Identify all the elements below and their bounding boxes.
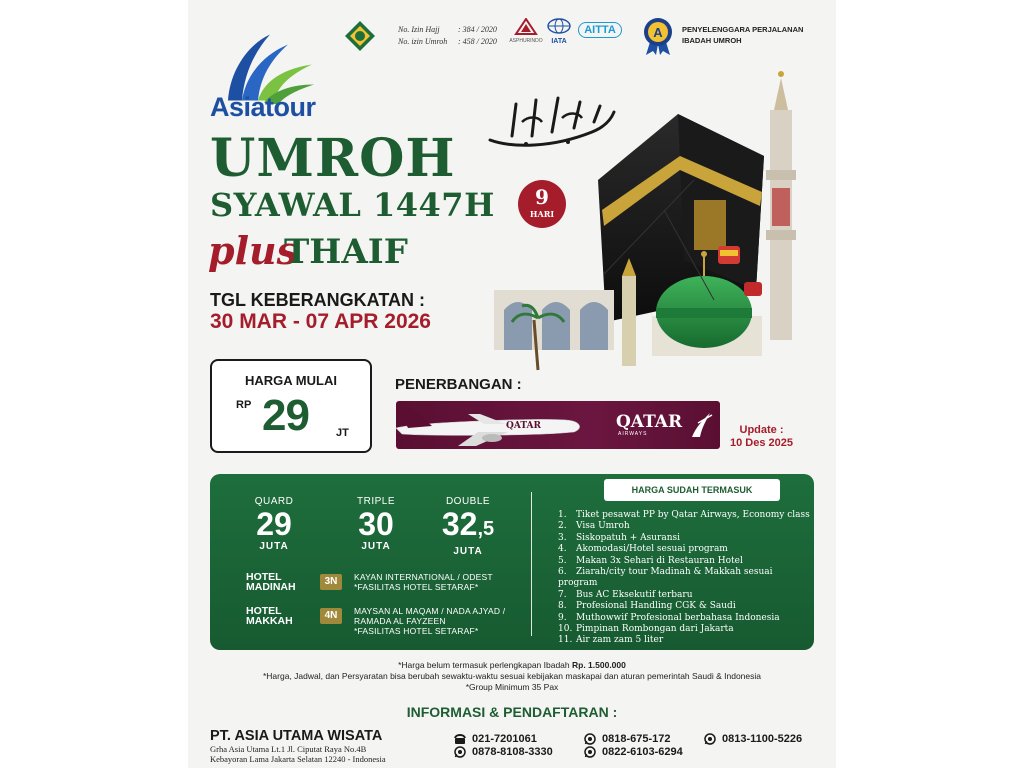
title-syawal: SYAWAL 1447H xyxy=(210,186,495,224)
iata-globe-icon xyxy=(546,18,572,36)
hotel-desc-line3: *FASILITAS HOTEL SETARAF* xyxy=(354,626,479,636)
room-price: 30 xyxy=(358,506,394,542)
includes-label: HARGA SUDAH TERMASUK xyxy=(604,479,780,501)
package-details-panel xyxy=(210,474,814,650)
company-info xyxy=(210,728,386,764)
hotel-city-line2: MADINAH xyxy=(246,581,296,593)
info-heading: INFORMASI & PENDAFTARAN : xyxy=(406,704,618,720)
title-umroh: UMROH xyxy=(210,128,456,189)
item-number: 9. xyxy=(558,612,567,623)
item-number: 4. xyxy=(558,544,567,555)
note-line1 xyxy=(188,660,836,671)
hotel-nights-badge: 4N xyxy=(320,608,342,624)
whatsapp-icon xyxy=(584,733,596,745)
includes-item xyxy=(558,567,814,590)
hotel-desc-line1: MAYSAN AL MAQAM / NADA AJYAD / xyxy=(354,606,506,616)
company-name: PT. ASIA UTAMA WISATA xyxy=(210,728,383,744)
phone-number: 0813-1100-5226 xyxy=(722,733,803,745)
organizer-label xyxy=(682,24,803,46)
includes-list xyxy=(558,510,814,647)
item-number: 10. xyxy=(558,624,573,635)
note-line1-text: *Harga belum termasuk perlengkapan Ibadah xyxy=(398,660,572,670)
hotel-description xyxy=(354,572,554,592)
whatsapp-icon xyxy=(584,746,596,758)
includes-item xyxy=(558,544,814,555)
item-text: Makan 3x Sehari di Restauran Hotel xyxy=(576,555,743,566)
phone-number: 0878-8108-3330 xyxy=(472,746,553,758)
whatsapp-contact[interactable] xyxy=(704,733,802,745)
brand-name: Asiatour xyxy=(210,92,316,122)
license-info xyxy=(398,24,497,48)
phone-number: 0822-6103-6294 xyxy=(602,746,683,758)
asphurindo-label: ASPHURINDO xyxy=(509,38,543,44)
phone-number: 021-7201061 xyxy=(472,733,537,745)
umroh-license-value: : 458 / 2020 xyxy=(458,37,497,46)
item-number: 2. xyxy=(558,521,567,532)
departure-date: 30 MAR - 07 APR 2026 xyxy=(210,310,431,333)
item-text: Siskopatuh + Asuransi xyxy=(576,532,681,543)
asphurindo-icon xyxy=(514,18,538,36)
whatsapp-icon xyxy=(704,733,716,745)
hotel-city xyxy=(246,572,326,592)
item-text: Visa Umroh xyxy=(576,521,630,532)
whatsapp-icon xyxy=(454,746,466,758)
kemenag-emblem-icon xyxy=(344,20,376,52)
duration-badge xyxy=(518,180,566,228)
svg-text:A: A xyxy=(653,25,663,40)
item-text: Pimpinan Rombongan dari Jakarta xyxy=(576,624,734,635)
includes-item xyxy=(558,556,814,567)
flight-label: PENERBANGAN : xyxy=(395,376,522,393)
svg-text:QATAR: QATAR xyxy=(506,421,541,431)
company-address-line2: Kebayoran Lama Jakarta Selatan 12240 - Indonesia xyxy=(210,754,386,764)
item-number: 8. xyxy=(558,601,567,612)
item-number: 11. xyxy=(558,635,573,646)
room-price-unit: JUTA xyxy=(361,541,391,552)
includes-item xyxy=(558,635,814,646)
room-price: 29 xyxy=(256,506,292,542)
price-amount: 29 xyxy=(262,391,309,440)
aitta-label: AITTA xyxy=(578,22,622,38)
haji-license-label: No. Izin Hajj xyxy=(398,25,440,34)
organizer-line1: PENYELENGGARA PERJALANAN xyxy=(682,25,804,34)
aitta-logo xyxy=(578,22,622,52)
hotel-desc-line2: *FASILITAS HOTEL SETARAF* xyxy=(354,582,479,592)
hotel-city-line2: MAKKAH xyxy=(246,615,293,627)
organizer-line2: IBADAH UMROH xyxy=(682,36,742,45)
room-quard xyxy=(242,496,306,552)
iata-label: IATA xyxy=(551,38,567,45)
note-line1-amount: Rp. 1.500.000 xyxy=(572,660,626,670)
whatsapp-contact[interactable] xyxy=(454,746,553,758)
telephone-icon xyxy=(454,733,466,745)
hotel-desc-line2: RAMADA AL FAYZEEN xyxy=(354,616,446,626)
umroh-license-label: No. izin Umroh xyxy=(398,37,448,46)
departure-label: TGL KEBERANGKATAN : xyxy=(210,290,425,310)
umroh-poster xyxy=(188,0,836,768)
duration-number: 9 xyxy=(535,185,549,209)
includes-item xyxy=(558,590,814,601)
includes-item xyxy=(558,521,814,532)
hotel-desc-line1: KAYAN INTERNATIONAL / ODEST xyxy=(354,572,493,582)
item-number: 6. xyxy=(558,567,567,578)
room-type-label: QUARD xyxy=(254,496,294,507)
price-unit: JT xyxy=(336,427,349,439)
room-type-label: DOUBLE xyxy=(445,496,491,507)
item-text: Tiket pesawat PP by Qatar Airways, Economy class xyxy=(576,510,810,520)
includes-item xyxy=(558,510,814,521)
note-line2: *Harga, Jadwal, dan Persyaratan bisa berubah sewaktu-waktu sesuai kebijakan maskapai dan aturan pemerintah Saudi & Indonesia xyxy=(262,671,762,681)
terms-notes xyxy=(188,660,836,693)
qatar-logo-subtext: AIRWAYS xyxy=(618,431,648,437)
panel-divider xyxy=(531,492,532,636)
qatar-logo-text: QATAR xyxy=(616,412,683,432)
item-number: 3. xyxy=(558,532,567,543)
asphurindo-logo xyxy=(506,18,546,48)
room-type-label: TRIPLE xyxy=(356,496,395,507)
whatsapp-contact[interactable] xyxy=(584,733,671,745)
room-price: 32 xyxy=(441,506,478,542)
phone-number: 0818-675-172 xyxy=(602,733,671,745)
room-double xyxy=(420,496,516,557)
includes-item xyxy=(558,613,814,624)
iata-logo xyxy=(544,18,574,48)
includes-item xyxy=(558,624,814,635)
update-value: 10 Des 2025 xyxy=(730,437,793,449)
note-line3: *Group Minimum 35 Pax xyxy=(465,682,559,692)
room-triple xyxy=(344,496,408,552)
hotel-city-line1: HOTEL xyxy=(246,571,282,583)
includes-item xyxy=(558,533,814,544)
whatsapp-contact[interactable] xyxy=(584,746,683,758)
company-address-line1: Grha Asia Utama Lt.1 Jl. Ciputat Raya No.4B xyxy=(210,744,367,754)
hotel-city xyxy=(246,606,326,626)
title-plus: plus xyxy=(208,228,299,273)
update-label: Update : xyxy=(739,424,784,436)
item-text: Air zam zam 5 liter xyxy=(576,635,664,646)
item-number: 5. xyxy=(558,555,567,566)
phone-contact[interactable] xyxy=(454,733,537,745)
item-text: Akomodasi/Hotel sesuai program xyxy=(576,544,728,555)
haji-license-value: : 384 / 2020 xyxy=(458,25,497,34)
item-text: Profesional Handling CGK & Saudi xyxy=(576,601,736,612)
room-price-double xyxy=(420,507,516,546)
item-text: Muthowwif Profesional berbahasa Indonesia xyxy=(576,612,780,623)
price-label: HARGA MULAI xyxy=(245,373,337,388)
item-text: Bus AC Eksekutif terbaru xyxy=(576,589,693,600)
room-price-unit: JUTA xyxy=(453,546,483,557)
starting-price-box xyxy=(210,359,372,453)
room-price-decimal: ,5 xyxy=(477,518,495,540)
duration-unit: HARI xyxy=(529,209,555,219)
hotel-nights-badge: 3N xyxy=(320,574,342,590)
includes-item xyxy=(558,601,814,612)
hotel-description xyxy=(354,606,554,636)
airplane-icon xyxy=(388,398,588,450)
accreditation-badge-icon xyxy=(642,16,674,56)
item-number: 1. xyxy=(558,510,567,520)
oryx-icon xyxy=(688,409,714,439)
hotel-city-line1: HOTEL xyxy=(246,605,282,617)
item-text: Ziarah/city tour Madinah & Makkah sesuai program xyxy=(558,567,773,589)
title-thaif: THAIF xyxy=(284,232,408,272)
room-price-unit: JUTA xyxy=(259,541,289,552)
item-number: 7. xyxy=(558,589,567,600)
price-currency: RP xyxy=(236,399,252,411)
update-date xyxy=(730,424,793,450)
